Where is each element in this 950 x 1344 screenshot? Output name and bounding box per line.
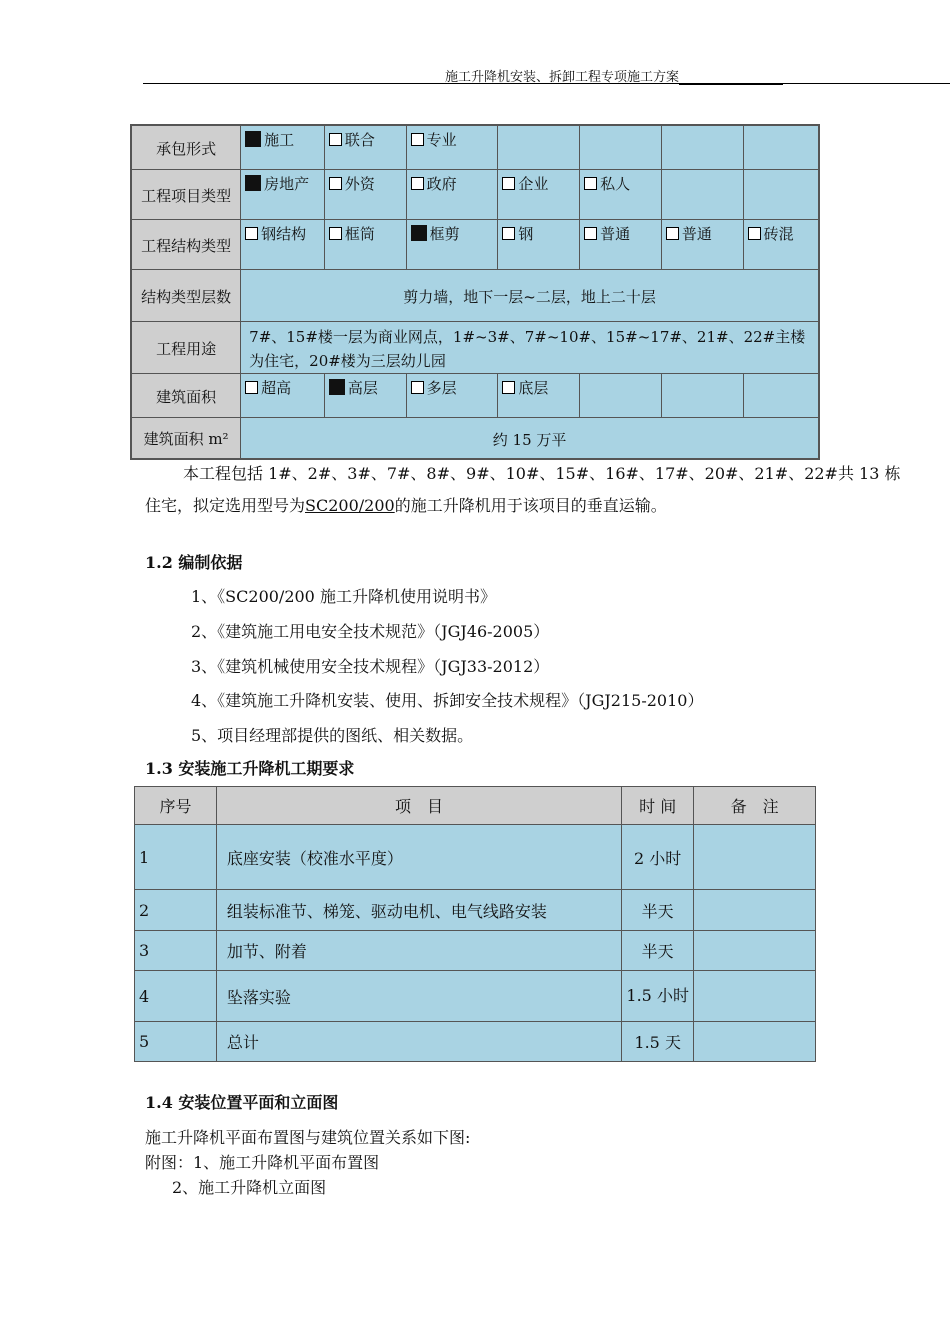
row-value: 7#、15#楼一层为商业网点，1#~3#、7#~10#、15#~17#、21#、22#主楼为住宅，20#楼为三层幼儿园 [241, 321, 819, 373]
option-label: 底层 [518, 378, 549, 397]
option-cell [580, 219, 662, 269]
option-label: 钢结构 [261, 224, 307, 243]
option-cell [406, 373, 498, 417]
checkbox-empty-icon[interactable] [502, 177, 515, 190]
option-label: 钢 [518, 224, 534, 243]
option-label: 施工 [264, 131, 295, 149]
project-info-table [130, 124, 820, 460]
table-row [135, 931, 816, 971]
checkbox-checked-icon[interactable] [245, 131, 261, 147]
row-label: 建筑面积 m² [131, 417, 241, 459]
checkbox-empty-icon[interactable] [245, 227, 258, 240]
row-index: 5 [135, 1022, 217, 1062]
model-number: SC200/200 [305, 496, 395, 515]
col-header-index: 序号 [135, 787, 217, 825]
row-index: 2 [135, 890, 217, 931]
table-row [135, 1022, 816, 1062]
option-cell [498, 169, 580, 219]
section-1-4-line-1: 施工升降机平面布置图与建筑位置关系如下图: [145, 1128, 471, 1147]
table-row [131, 219, 819, 269]
option-label: 联合 [344, 131, 375, 149]
intro-line-2 [145, 493, 667, 516]
table-row [131, 321, 819, 373]
row-label: 工程项目类型 [131, 169, 241, 219]
section-1-4-line-3: 2、施工升降机立面图 [172, 1178, 327, 1197]
reference-item: 3、《建筑机械使用安全技术规程》（JGJ33-2012） [191, 657, 550, 676]
header-rule [143, 83, 807, 84]
row-remark [694, 825, 816, 890]
row-time: 半天 [622, 890, 694, 931]
checkbox-empty-icon[interactable] [584, 177, 597, 190]
row-index: 1 [135, 825, 217, 890]
checkbox-empty-icon[interactable] [411, 381, 424, 394]
option-label: 框剪 [429, 224, 460, 243]
option-label: 普通 [681, 224, 712, 243]
option-label: 私人 [600, 174, 631, 193]
option-cell [743, 125, 819, 169]
reference-item: 1、《SC200/200 施工升降机使用说明书》 [191, 587, 496, 606]
option-label: 企业 [518, 174, 549, 193]
row-index: 4 [135, 971, 217, 1022]
header-title: 施工升降机安装、拆卸工程专项施工方案 [445, 70, 680, 85]
option-cell [241, 219, 325, 269]
row-remark [694, 931, 816, 971]
row-item: 坠落实验 [216, 971, 621, 1022]
option-cell [498, 373, 580, 417]
option-cell [743, 219, 819, 269]
row-item: 加节、附着 [216, 931, 621, 971]
option-cell [406, 125, 498, 169]
row-remark [694, 890, 816, 931]
option-cell [661, 125, 743, 169]
checkbox-empty-icon[interactable] [666, 227, 679, 240]
option-cell [406, 169, 498, 219]
table-row [131, 269, 819, 321]
option-label: 政府 [426, 174, 457, 193]
row-remark [694, 1022, 816, 1062]
row-time: 2 小时 [622, 825, 694, 890]
option-label: 高层 [347, 378, 378, 397]
option-cell [661, 373, 743, 417]
row-label: 承包形式 [131, 125, 241, 169]
row-item: 组装标准节、梯笼、驱动电机、电气线路安装 [216, 890, 621, 931]
row-time: 1.5 天 [622, 1022, 694, 1062]
checkbox-checked-icon[interactable] [411, 225, 427, 241]
option-cell [580, 373, 662, 417]
row-value: 约 15 万平 [241, 417, 819, 459]
checkbox-empty-icon[interactable] [502, 227, 515, 240]
option-cell [580, 125, 662, 169]
row-time: 1.5 小时 [622, 971, 694, 1022]
schedule-header-row [135, 787, 816, 825]
schedule-table [134, 786, 816, 1062]
option-cell [241, 125, 325, 169]
checkbox-checked-icon[interactable] [329, 379, 345, 395]
table-row [131, 169, 819, 219]
checkbox-empty-icon[interactable] [748, 227, 761, 240]
section-1-4-line-2: 附图：1、施工升降机平面布置图 [145, 1153, 380, 1172]
row-remark [694, 971, 816, 1022]
row-time: 半天 [622, 931, 694, 971]
row-label: 建筑面积 [131, 373, 241, 417]
option-cell [661, 169, 743, 219]
table-row [131, 373, 819, 417]
option-label: 多层 [426, 378, 457, 397]
option-cell [324, 373, 406, 417]
table-row [131, 417, 819, 459]
row-item: 总计 [216, 1022, 621, 1062]
option-cell [324, 169, 406, 219]
reference-item: 2、《建筑施工用电安全技术规范》（JGJ46-2005） [191, 622, 550, 641]
option-cell [241, 169, 325, 219]
row-value: 剪力墙，地下一层~二层，地上二十层 [241, 269, 819, 321]
row-label: 工程结构类型 [131, 219, 241, 269]
header-rule-extension [807, 83, 950, 84]
intro-line-2-pre: 住宅，拟定选用型号为 [145, 496, 306, 515]
checkbox-checked-icon[interactable] [245, 175, 261, 191]
option-label: 房地产 [264, 174, 310, 193]
checkbox-empty-icon[interactable] [411, 177, 424, 190]
row-label: 结构类型层数 [131, 269, 241, 321]
col-header-remark: 备 注 [694, 787, 816, 825]
row-label: 工程用途 [131, 321, 241, 373]
intro-line-2-post: 的施工升降机用于该项目的垂直运输。 [394, 496, 667, 515]
option-label: 超高 [261, 378, 292, 397]
reference-item: 4、《建筑施工升降机安装、使用、拆卸安全技术规程》（JGJ215-2010） [191, 691, 704, 710]
option-cell [498, 219, 580, 269]
table-row [131, 125, 819, 169]
reference-item: 5、项目经理部提供的图纸、相关数据。 [191, 726, 474, 745]
section-1-3-heading: 1.3 安装施工升降机工期要求 [145, 759, 355, 778]
checkbox-empty-icon[interactable] [502, 381, 515, 394]
option-cell [324, 125, 406, 169]
table-row [135, 890, 816, 931]
option-label: 砖混 [763, 224, 794, 243]
option-cell [406, 219, 498, 269]
intro-line-1: 本工程包括 1#、2#、3#、7#、8#、9#、10#、15#、16#、17#、20#、21#、22#共 13 栋 [183, 464, 901, 483]
table-row [135, 971, 816, 1022]
checkbox-empty-icon[interactable] [329, 133, 342, 146]
col-header-time: 时 间 [622, 787, 694, 825]
option-cell [241, 373, 325, 417]
option-cell [580, 169, 662, 219]
option-cell [498, 125, 580, 169]
option-cell [661, 219, 743, 269]
table-row [135, 825, 816, 890]
checkbox-empty-icon[interactable] [245, 381, 258, 394]
option-label: 框筒 [344, 224, 375, 243]
option-cell [324, 219, 406, 269]
checkbox-empty-icon[interactable] [584, 227, 597, 240]
section-1-2-heading: 1.2 编制依据 [145, 553, 243, 572]
checkbox-empty-icon[interactable] [329, 177, 342, 190]
row-index: 3 [135, 931, 217, 971]
section-1-4-heading: 1.4 安装位置平面和立面图 [145, 1093, 339, 1112]
option-label: 普通 [600, 224, 631, 243]
option-label: 专业 [426, 131, 457, 149]
option-cell [743, 169, 819, 219]
option-label: 外资 [344, 174, 375, 193]
col-header-item: 项 目 [216, 787, 621, 825]
option-cell [743, 373, 819, 417]
checkbox-empty-icon[interactable] [329, 227, 342, 240]
checkbox-empty-icon[interactable] [411, 133, 424, 146]
row-item: 底座安装（校准水平度） [216, 825, 621, 890]
